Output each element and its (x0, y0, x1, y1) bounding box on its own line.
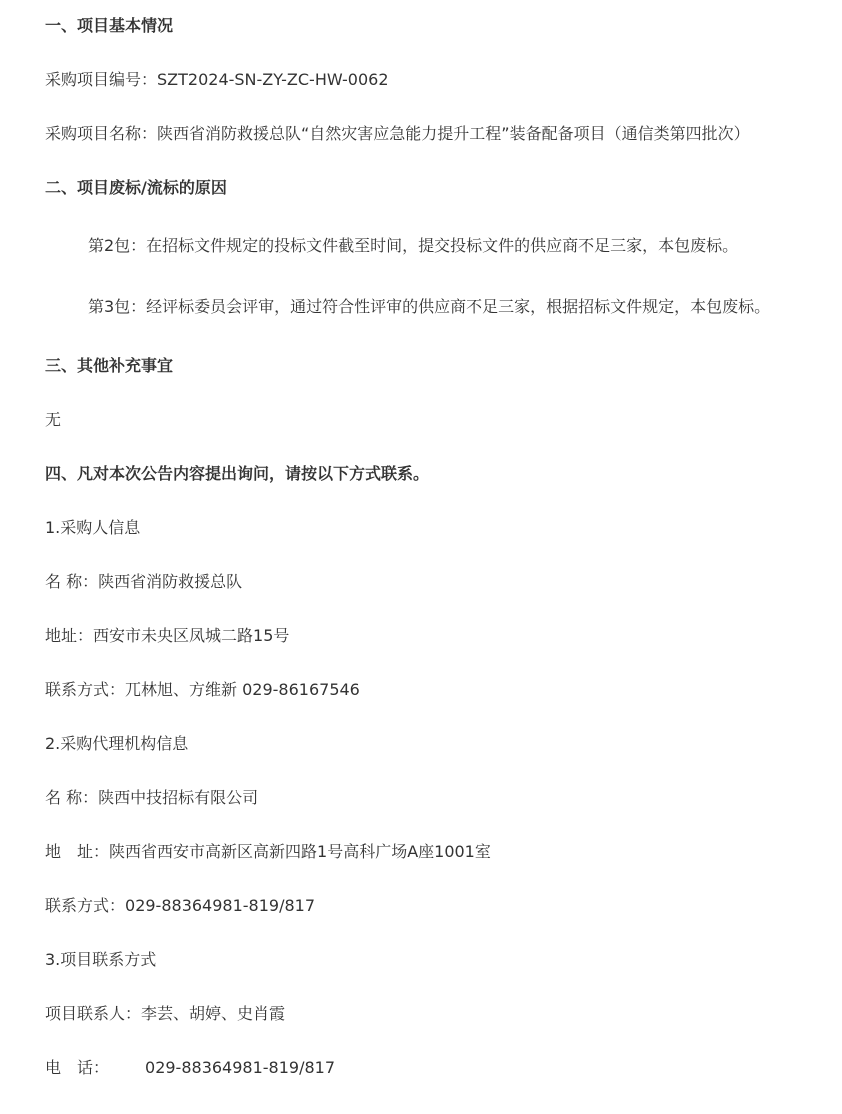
section3-heading: 三、其他补充事宜 (45, 356, 174, 375)
agency-address-value: 陕西省西安市高新区高新四路1号高科广场A座1001室 (109, 842, 491, 861)
project-contact-person-label: 项目联系人： (45, 1004, 142, 1023)
agency-title: 2.采购代理机构信息 (45, 734, 189, 753)
project-name-label: 采购项目名称： (45, 124, 158, 143)
section2-heading: 二、项目废标/流标的原因 (45, 178, 227, 197)
agency-contact-value: 029-88364981-819/817 (125, 896, 316, 915)
project-contact-phone-row (45, 1058, 335, 1078)
project-number-label: 采购项目编号： (45, 70, 158, 89)
project-contact-person-value: 李芸、胡婷、史肖霞 (141, 1004, 286, 1023)
project-contact-phone-value: 029-88364981-819/817 (145, 1058, 336, 1077)
purchaser-address-row (45, 626, 289, 646)
purchaser-title: 1.采购人信息 (45, 518, 141, 537)
agency-contact-label: 联系方式： (45, 896, 126, 915)
purchaser-name-value: 陕西省消防救援总队 (98, 572, 243, 591)
purchaser-contact-label: 联系方式： (45, 680, 126, 699)
agency-name-row (45, 788, 258, 808)
purchaser-name-label: 名 称： (45, 572, 99, 591)
agency-name-label: 名 称： (45, 788, 99, 807)
package2-reason: 第2包：在招标文件规定的投标文件截至时间，提交投标文件的供应商不足三家，本包废标。 (88, 236, 739, 255)
project-number-row (45, 70, 389, 90)
project-contact-person-row (45, 1004, 285, 1024)
agency-address-label: 地 址： (45, 842, 110, 861)
project-number-value: SZT2024-SN-ZY-ZC-HW-0062 (157, 70, 389, 89)
purchaser-address-label: 地址： (45, 626, 94, 645)
project-contact-phone-label: 电 话： (45, 1058, 110, 1077)
agency-address-row (45, 842, 491, 862)
section1-heading: 一、项目基本情况 (45, 16, 174, 35)
agency-name-value: 陕西中技招标有限公司 (98, 788, 259, 807)
project-contact-title: 3.项目联系方式 (45, 950, 157, 969)
agency-contact-row (45, 896, 315, 916)
section3-content: 无 (45, 410, 62, 429)
project-name-value: 陕西省消防救援总队“自然灾害应急能力提升工程”装备配备项目（通信类第四批次） (157, 124, 750, 143)
purchaser-name-row (45, 572, 242, 592)
purchaser-contact-value: 兀林旭、方维新 029-86167546 (125, 680, 360, 699)
purchaser-address-value: 西安市未央区凤城二路15号 (93, 626, 290, 645)
section4-heading: 四、凡对本次公告内容提出询问，请按以下方式联系。 (45, 464, 430, 483)
purchaser-contact-row (45, 680, 360, 700)
project-name-row (45, 124, 750, 144)
package3-reason: 第3包：经评标委员会评审，通过符合性评审的供应商不足三家，根据招标文件规定，本包废标。 (88, 297, 771, 316)
